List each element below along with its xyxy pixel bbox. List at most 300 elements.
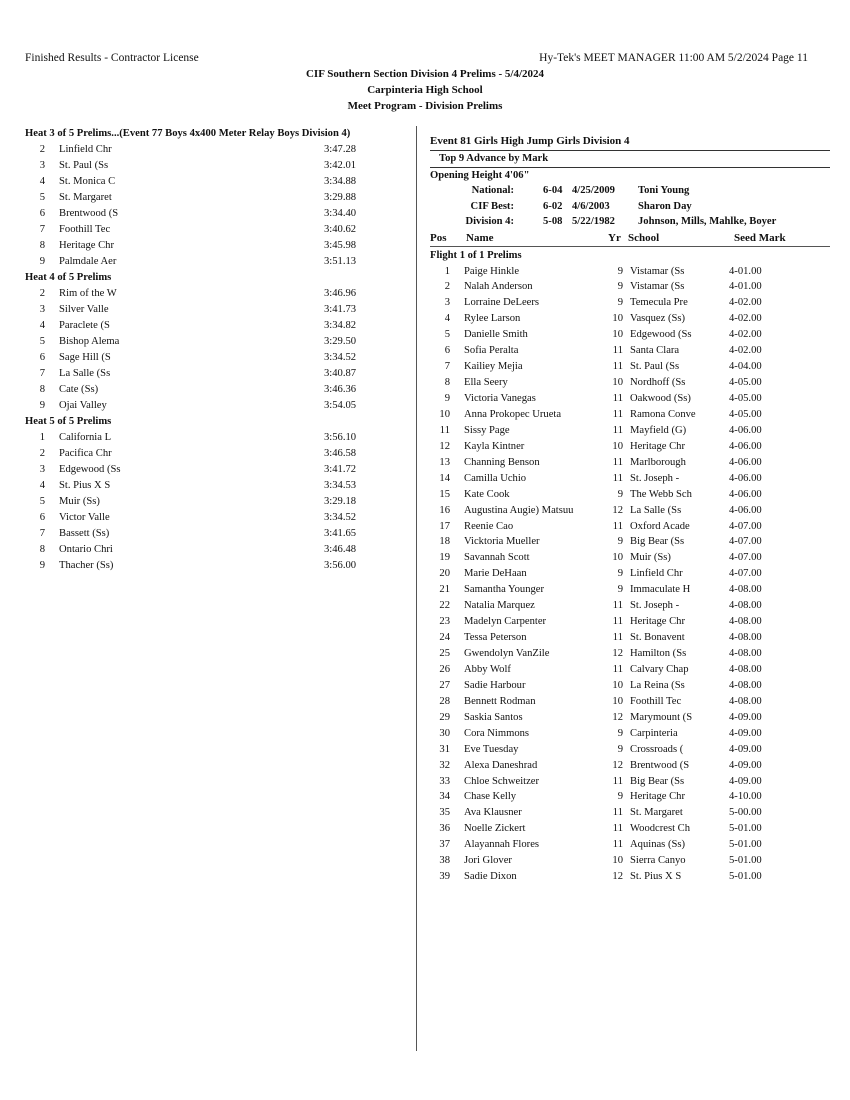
seed-mark: 4-08.00 xyxy=(729,632,762,644)
col-pos: Pos xyxy=(430,231,447,244)
lane-number: 7 xyxy=(39,368,45,379)
position: 30 xyxy=(439,727,450,739)
col-yr: Yr xyxy=(608,231,621,244)
athlete-name: Samantha Younger xyxy=(464,584,545,596)
meet-venue: Carpinteria High School xyxy=(367,84,483,96)
heat-header: Heat 4 of 5 Prelims xyxy=(25,272,112,283)
relay-row xyxy=(25,254,410,270)
school-name: Hamilton (Ss xyxy=(630,648,687,659)
position: 4 xyxy=(444,313,450,325)
position: 29 xyxy=(439,711,450,723)
position: 14 xyxy=(439,472,450,484)
team-name: Silver Valle xyxy=(59,304,109,315)
seed-mark: 4-07.00 xyxy=(729,568,762,580)
relay-row xyxy=(25,526,410,542)
relay-row xyxy=(25,382,410,398)
grade-year: 11 xyxy=(612,393,623,404)
relay-row xyxy=(25,510,410,526)
position: 6 xyxy=(444,345,450,357)
school-name: Muir (Ss) xyxy=(630,552,671,564)
athlete-name: Kayla Kintner xyxy=(464,440,525,452)
entry-row xyxy=(430,646,830,662)
team-name: St. Paul (Ss xyxy=(59,160,109,171)
record-label: National: xyxy=(471,185,514,196)
position: 37 xyxy=(439,839,450,851)
seed-mark: 4-08.00 xyxy=(729,663,762,675)
school-name: Heritage Chr xyxy=(630,440,686,452)
school-name: Heritage Chr xyxy=(630,791,686,803)
lane-number: 5 xyxy=(39,496,45,507)
athlete-name: Gwendolyn VanZile xyxy=(464,648,550,659)
header-license: Finished Results - Contractor License xyxy=(25,52,199,64)
position: 21 xyxy=(439,584,450,596)
entry-row xyxy=(430,343,830,359)
relay-row xyxy=(25,238,410,254)
seed-mark: 4-09.00 xyxy=(729,711,762,723)
seed-time: 3:51.13 xyxy=(324,256,357,267)
athlete-name: Chloe Schweitzer xyxy=(464,775,540,787)
position: 20 xyxy=(439,568,450,580)
seed-time: 3:56.00 xyxy=(324,560,357,571)
school-name: Foothill Tec xyxy=(630,695,682,707)
entry-row xyxy=(430,582,830,598)
lane-number: 6 xyxy=(39,512,45,523)
entry-row xyxy=(430,375,830,391)
seed-mark: 4-08.00 xyxy=(729,648,762,659)
position: 27 xyxy=(439,679,450,691)
event-title: Event 81 Girls High Jump Girls Division 4 xyxy=(430,135,630,147)
relay-row xyxy=(25,318,410,334)
seed-time: 3:29.50 xyxy=(324,336,357,347)
lane-number: 3 xyxy=(39,160,45,171)
school-name: Brentwood (S xyxy=(630,759,690,771)
entry-row xyxy=(430,407,830,423)
position: 39 xyxy=(439,871,450,883)
seed-time: 3:34.52 xyxy=(324,512,357,523)
position: 16 xyxy=(439,504,450,516)
header-software-page: Hy-Tek's MEET MANAGER 11:00 AM 5/2/2024 Page 11 xyxy=(539,52,808,64)
entry-row xyxy=(430,487,830,503)
lane-number: 7 xyxy=(39,528,45,539)
school-name: Ramona Conve xyxy=(630,408,696,420)
lane-number: 4 xyxy=(39,176,45,187)
relay-row xyxy=(25,190,410,206)
seed-mark: 4-06.00 xyxy=(729,456,762,468)
seed-mark: 4-07.00 xyxy=(729,552,762,564)
athlete-name: Savannah Scott xyxy=(464,552,530,564)
entry-row xyxy=(430,678,830,694)
entry-row xyxy=(430,359,830,375)
grade-year: 10 xyxy=(612,329,623,341)
seed-mark: 4-06.00 xyxy=(729,504,762,516)
team-name: Victor Valle xyxy=(59,512,110,523)
athlete-name: Danielle Smith xyxy=(464,329,528,341)
athlete-name: Anna Prokopec Urueta xyxy=(464,408,562,420)
athlete-name: Tessa Peterson xyxy=(464,632,527,644)
opening-height: Opening Height 4'06" xyxy=(430,170,530,181)
position: 31 xyxy=(439,743,450,755)
grade-year: 10 xyxy=(612,679,623,691)
lane-number: 3 xyxy=(39,464,45,475)
seed-time: 3:34.82 xyxy=(324,320,357,331)
school-name: St. Pius X S xyxy=(630,871,682,883)
school-name: Marlborough xyxy=(630,456,686,468)
athlete-name: Cora Nimmons xyxy=(464,727,530,739)
position: 19 xyxy=(439,552,450,564)
entry-row xyxy=(430,439,830,455)
grade-year: 12 xyxy=(612,648,623,659)
athlete-name: Paige Hinkle xyxy=(464,265,520,277)
seed-mark: 4-05.00 xyxy=(729,393,762,404)
athlete-name: Lorraine DeLeers xyxy=(464,297,539,309)
record-name: Sharon Day xyxy=(638,200,692,212)
grade-year: 9 xyxy=(617,727,623,739)
school-name: Marymount (S xyxy=(630,711,693,723)
lane-number: 8 xyxy=(39,240,45,251)
heat-header: Heat 3 of 5 Prelims...(Event 77 Boys 4x400 Meter Relay Boys Division 4) xyxy=(25,128,351,139)
entry-row xyxy=(430,774,830,790)
seed-time: 3:34.88 xyxy=(324,176,357,187)
athlete-name: Sadie Harbour xyxy=(464,679,526,691)
grade-year: 9 xyxy=(617,568,623,580)
seed-time: 3:42.01 xyxy=(324,160,357,171)
relay-row xyxy=(25,142,410,158)
seed-mark: 4-02.00 xyxy=(729,297,762,309)
grade-year: 11 xyxy=(612,807,623,819)
grade-year: 11 xyxy=(612,472,623,484)
school-name: St. Bonavent xyxy=(630,632,685,644)
grade-year: 11 xyxy=(612,632,623,644)
lane-number: 2 xyxy=(39,144,45,155)
column-divider xyxy=(416,126,417,1051)
entry-row xyxy=(430,837,830,853)
athlete-name: Victoria Vanegas xyxy=(464,393,536,404)
team-name: Linfield Chr xyxy=(59,144,112,155)
position: 10 xyxy=(439,408,450,420)
relay-row xyxy=(25,350,410,366)
school-name: Nordhoff (Ss xyxy=(630,377,686,389)
school-name: St. Paul (Ss xyxy=(630,361,680,373)
position: 11 xyxy=(439,424,450,436)
team-name: Bishop Alema xyxy=(59,336,120,347)
position: 15 xyxy=(439,488,450,500)
seed-mark: 4-06.00 xyxy=(729,472,762,484)
relay-row xyxy=(25,462,410,478)
school-name: Carpinteria xyxy=(630,727,678,739)
seed-time: 3:54.05 xyxy=(324,400,357,411)
record-row xyxy=(430,214,830,230)
col-school: School xyxy=(628,231,660,244)
seed-mark: 4-08.00 xyxy=(729,616,762,628)
grade-year: 11 xyxy=(612,600,623,612)
seed-time: 3:46.36 xyxy=(324,384,357,395)
lane-number: 8 xyxy=(39,544,45,555)
athlete-name: Noelle Zickert xyxy=(464,823,526,835)
seed-mark: 4-09.00 xyxy=(729,775,762,787)
grade-year: 9 xyxy=(617,536,623,548)
grade-year: 10 xyxy=(612,855,623,867)
lane-number: 5 xyxy=(39,336,45,347)
seed-time: 3:46.48 xyxy=(324,544,357,555)
grade-year: 10 xyxy=(612,552,623,564)
team-name: Ontario Chri xyxy=(59,544,113,555)
seed-time: 3:34.53 xyxy=(324,480,357,491)
seed-mark: 4-09.00 xyxy=(729,727,762,739)
entry-row xyxy=(430,503,830,519)
grade-year: 11 xyxy=(612,345,623,357)
seed-time: 3:29.88 xyxy=(324,192,357,203)
relay-row xyxy=(25,430,410,446)
athlete-name: Alayannah Flores xyxy=(464,839,540,851)
team-name: Thacher (Ss) xyxy=(59,560,114,571)
relay-row xyxy=(25,558,410,574)
record-date: 5/22/1982 xyxy=(572,216,615,227)
school-name: Crossroads ( xyxy=(630,743,684,755)
athlete-name: Reenie Cao xyxy=(464,520,514,532)
grade-year: 12 xyxy=(612,504,623,516)
position: 24 xyxy=(439,632,450,644)
grade-year: 9 xyxy=(617,584,623,596)
position: 9 xyxy=(444,393,450,404)
athlete-name: Ella Seery xyxy=(464,377,508,389)
athlete-name: Kailiey Mejia xyxy=(464,361,523,373)
grade-year: 10 xyxy=(612,313,623,325)
entry-row xyxy=(430,758,830,774)
seed-mark: 4-05.00 xyxy=(729,377,762,389)
relay-row xyxy=(25,366,410,382)
grade-year: 10 xyxy=(612,695,623,707)
records-block xyxy=(430,183,830,230)
lane-number: 6 xyxy=(39,208,45,219)
school-name: La Salle (Ss xyxy=(630,504,682,516)
position: 32 xyxy=(439,759,450,771)
entry-row xyxy=(430,566,830,582)
school-name: The Webb Sch xyxy=(630,488,692,500)
grade-year: 11 xyxy=(612,823,623,835)
entry-row xyxy=(430,789,830,805)
team-name: Foothill Tec xyxy=(59,224,111,235)
school-name: Linfield Chr xyxy=(630,568,683,580)
team-name: La Salle (Ss xyxy=(59,368,111,379)
grade-year: 11 xyxy=(612,520,623,532)
grade-year: 12 xyxy=(612,711,623,723)
relay-row xyxy=(25,158,410,174)
position: 17 xyxy=(439,520,450,532)
seed-time: 3:40.87 xyxy=(324,368,357,379)
entry-row xyxy=(430,614,830,630)
relay-row xyxy=(25,398,410,414)
entries-list xyxy=(430,264,830,886)
seed-mark: 4-02.00 xyxy=(729,313,762,325)
athlete-name: Camilla Uchio xyxy=(464,472,527,484)
entry-row xyxy=(430,471,830,487)
seed-mark: 4-02.00 xyxy=(729,329,762,341)
grade-year: 9 xyxy=(617,281,623,293)
record-name: Toni Young xyxy=(638,185,690,196)
school-name: Sierra Canyo xyxy=(630,855,686,867)
relay-row xyxy=(25,542,410,558)
school-name: Immaculate H xyxy=(630,584,691,596)
lane-number: 2 xyxy=(39,448,45,459)
athlete-name: Alexa Daneshrad xyxy=(464,759,538,771)
record-name: Johnson, Mills, Mahlke, Boyer xyxy=(638,216,777,227)
school-name: Big Bear (Ss xyxy=(630,775,685,787)
relay-row xyxy=(25,302,410,318)
seed-mark: 5-01.00 xyxy=(729,855,762,867)
school-name: Edgewood (Ss xyxy=(630,329,692,341)
seed-mark: 5-01.00 xyxy=(729,839,762,851)
entry-row xyxy=(430,311,830,327)
position: 7 xyxy=(444,361,450,373)
school-name: Vasquez (Ss) xyxy=(630,313,686,325)
seed-time: 3:47.28 xyxy=(324,144,357,155)
school-name: La Reina (Ss xyxy=(630,679,685,691)
entry-row xyxy=(430,295,830,311)
record-mark: 6-02 xyxy=(543,200,563,212)
lane-number: 2 xyxy=(39,288,45,299)
athlete-name: Abby Wolf xyxy=(464,663,511,675)
team-name: Sage Hill (S xyxy=(59,352,111,363)
entry-row xyxy=(430,423,830,439)
school-name: Woodcrest Ch xyxy=(630,823,691,835)
seed-time: 3:56.10 xyxy=(324,432,357,443)
entry-row xyxy=(430,710,830,726)
relay-row xyxy=(25,494,410,510)
school-name: Mayfield (G) xyxy=(630,424,687,436)
school-name: St. Joseph - xyxy=(630,600,680,612)
lane-number: 9 xyxy=(39,400,45,411)
meet-title: CIF Southern Section Division 4 Prelims - 5/4/2024 xyxy=(305,68,545,80)
position: 2 xyxy=(444,281,450,293)
athlete-name: Bennett Rodman xyxy=(464,695,536,707)
team-name: Paraclete (S xyxy=(59,320,110,331)
entry-row xyxy=(430,534,830,550)
entry-row xyxy=(430,519,830,535)
seed-mark: 4-09.00 xyxy=(729,759,762,771)
grade-year: 9 xyxy=(617,297,623,309)
team-name: Muir (Ss) xyxy=(59,496,100,507)
seed-mark: 5-01.00 xyxy=(729,823,762,835)
seed-mark: 5-00.00 xyxy=(729,807,762,819)
team-name: St. Margaret xyxy=(59,192,112,203)
column-headers xyxy=(430,230,830,246)
entry-row xyxy=(430,694,830,710)
grade-year: 11 xyxy=(612,361,623,373)
team-name: Heritage Chr xyxy=(59,240,115,251)
lane-number: 5 xyxy=(39,192,45,203)
grade-year: 12 xyxy=(612,759,623,771)
position: 1 xyxy=(444,265,450,277)
record-label: Division 4: xyxy=(465,216,514,227)
school-name: Oxford Acade xyxy=(630,520,690,532)
position: 22 xyxy=(439,600,450,612)
grade-year: 11 xyxy=(612,663,623,675)
entry-row xyxy=(430,821,830,837)
seed-time: 3:29.18 xyxy=(324,496,357,507)
high-jump-column xyxy=(430,134,830,885)
position: 36 xyxy=(439,823,450,835)
seed-time: 3:34.52 xyxy=(324,352,357,363)
seed-time: 3:46.96 xyxy=(324,288,357,299)
team-name: Pacifica Chr xyxy=(59,448,112,459)
athlete-name: Sissy Page xyxy=(464,424,510,436)
athlete-name: Madelyn Carpenter xyxy=(464,616,547,628)
entry-row xyxy=(430,805,830,821)
record-row xyxy=(430,199,830,215)
team-name: Bassett (Ss) xyxy=(59,528,110,539)
team-name: St. Monica C xyxy=(59,176,116,187)
grade-year: 11 xyxy=(612,456,623,468)
relay-row xyxy=(25,206,410,222)
position: 25 xyxy=(439,648,450,659)
seed-time: 3:46.58 xyxy=(324,448,357,459)
seed-mark: 5-01.00 xyxy=(729,871,762,883)
position: 12 xyxy=(439,440,450,452)
seed-mark: 4-08.00 xyxy=(729,695,762,707)
entry-row xyxy=(430,869,830,885)
school-name: St. Margaret xyxy=(630,807,683,819)
advance-rule: Top 9 Advance by Mark xyxy=(439,153,549,164)
header-rule xyxy=(430,246,830,247)
seed-mark: 4-07.00 xyxy=(729,520,762,532)
seed-mark: 4-06.00 xyxy=(729,440,762,452)
grade-year: 11 xyxy=(612,408,623,420)
athlete-name: Marie DeHaan xyxy=(464,568,527,580)
lane-number: 7 xyxy=(39,224,45,235)
school-name: Temecula Pre xyxy=(630,297,688,309)
record-date: 4/6/2003 xyxy=(572,200,610,212)
col-name: Name xyxy=(466,231,494,244)
school-name: Vistamar (Ss xyxy=(630,281,685,293)
entry-row xyxy=(430,391,830,407)
school-name: Vistamar (Ss xyxy=(630,265,685,277)
team-name: Palmdale Aer xyxy=(59,256,117,267)
record-mark: 5-08 xyxy=(543,216,563,227)
entry-row xyxy=(430,742,830,758)
relay-heats-column xyxy=(25,126,410,574)
col-seed: Seed Mark xyxy=(734,231,786,244)
position: 35 xyxy=(439,807,450,819)
seed-mark: 4-02.00 xyxy=(729,345,762,357)
relay-row xyxy=(25,478,410,494)
seed-mark: 4-08.00 xyxy=(729,600,762,612)
seed-mark: 4-01.00 xyxy=(729,265,762,277)
entry-row xyxy=(430,598,830,614)
school-name: Aquinas (Ss) xyxy=(630,839,686,851)
athlete-name: Eve Tuesday xyxy=(464,743,519,755)
seed-time: 3:34.40 xyxy=(324,208,357,219)
grade-year: 9 xyxy=(617,743,623,755)
position: 26 xyxy=(439,663,450,675)
record-label: CIF Best: xyxy=(470,200,514,212)
team-name: Rim of the W xyxy=(59,288,117,299)
team-name: California L xyxy=(59,432,112,443)
record-row xyxy=(430,183,830,199)
grade-year: 11 xyxy=(612,775,623,787)
grade-year: 11 xyxy=(612,839,623,851)
team-name: Cate (Ss) xyxy=(59,384,99,395)
grade-year: 12 xyxy=(612,871,623,883)
school-name: Calvary Chap xyxy=(630,663,689,675)
position: 23 xyxy=(439,616,450,628)
relay-row xyxy=(25,222,410,238)
lane-number: 9 xyxy=(39,256,45,267)
seed-mark: 4-05.00 xyxy=(729,408,762,420)
meet-program-title: Meet Program - Division Prelims xyxy=(347,100,503,112)
team-name: St. Pius X S xyxy=(59,480,111,491)
entry-row xyxy=(430,327,830,343)
relay-row xyxy=(25,446,410,462)
